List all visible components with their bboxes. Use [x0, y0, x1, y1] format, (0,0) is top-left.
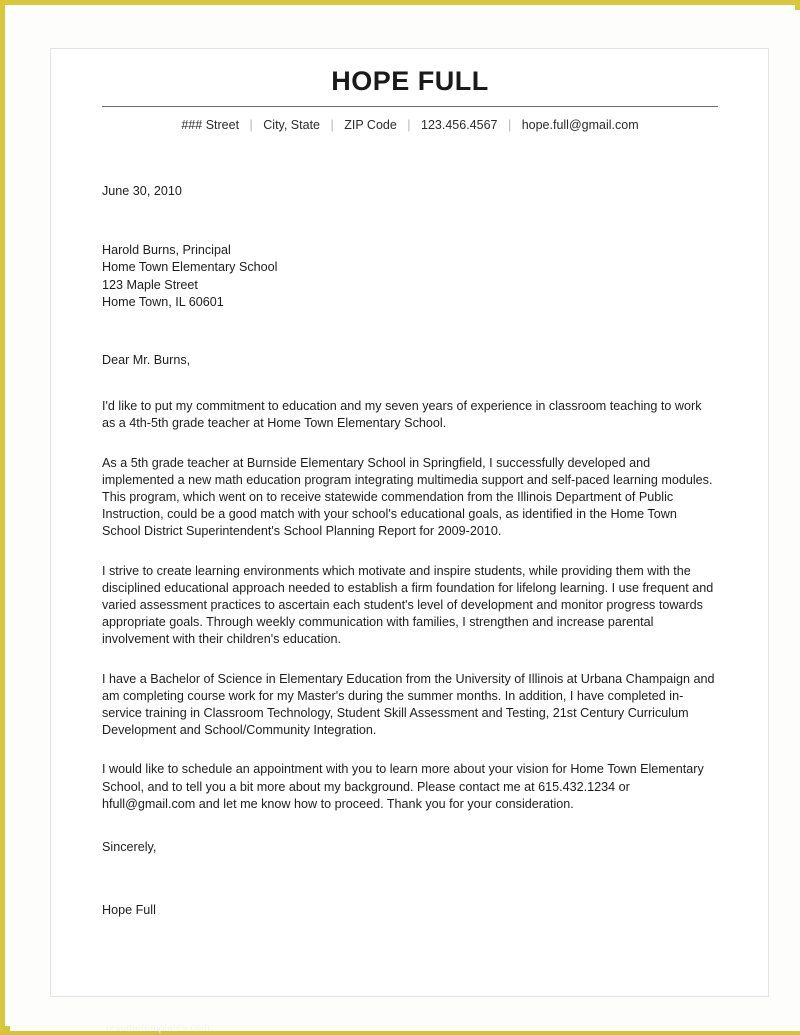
contact-separator: |: [249, 117, 253, 132]
signature-name: Hope Full: [102, 903, 156, 918]
contact-phone[interactable]: 123.456.4567: [421, 117, 498, 132]
contact-zip: ZIP Code: [344, 117, 397, 132]
contact-line: [102, 118, 718, 132]
recipient-organization: Home Town Elementary School: [102, 260, 278, 275]
salutation: Dear Mr. Burns,: [102, 353, 191, 368]
contact-separator: |: [330, 117, 334, 132]
closing: Sincerely,: [102, 840, 157, 855]
letterhead: [102, 67, 718, 132]
recipient-city-state-zip: Home Town, IL 60601: [102, 294, 224, 309]
contact-separator: |: [507, 117, 512, 132]
page-watermark: resumetemplates.com: [106, 1023, 211, 1034]
letterhead-divider: [102, 106, 718, 107]
contact-separator: |: [407, 117, 411, 132]
letter-page: [50, 48, 769, 1034]
contact-city-state: City, State: [263, 117, 320, 132]
letter-date: June 30, 2010: [102, 184, 182, 198]
recipient-name: Harold Burns, Principal: [102, 243, 231, 258]
sender-name: HOPE FULL: [331, 66, 489, 96]
contact-email[interactable]: hope.full@gmail.com: [521, 117, 639, 132]
letter-paragraph: I would like to schedule an appointment with you to learn more about your vision for Home Town Elementary School, and to tell you a bit more about my background. Please contact me at 615.432.1234 or hfull@gmail.com and let me know how to proceed. Thank you for your consideration.: [102, 762, 704, 811]
recipient-address: [102, 242, 718, 311]
letter-paragraph: I'd like to put my commitment to education and my seven years of experience in classroom teaching to work as a 4th-5th grade teacher at Home Town Elementary School.: [102, 399, 702, 431]
recipient-street: 123 Maple Street: [102, 277, 198, 292]
letter-paragraph: As a 5th grade teacher at Burnside Elementary School in Springfield, I successfully developed and implemented a new math education program integrating multimedia support and self-paced learning modules. This program, which went on to receive statewide commendation from the Illinois Department of Public Instruction, could be a good match with your school's educational goals, as identified in the Home Town School District Superintendent's School Planning Report for 2009-2010.: [102, 455, 713, 539]
letter-paragraph: I have a Bachelor of Science in Elementary Education from the University of Illinois at Urbana Champaign and am completing course work for my Master's during the summer months. In addition, I have completed in-service training in Classroom Technology, Student Skill Assessment and Testing, 21st Century Curriculum Development and School/Community Integration.: [102, 671, 715, 738]
page-mat: [10, 10, 800, 1034]
letter-paragraph: I strive to create learning environments which motivate and inspire students, while providing them with the disciplined educational approach needed to establish a firm foundation for lifelong learning. I use frequent and varied assessment practices to ascertain each student's level of development and monitor progress towards appropriate goals. Through weekly communication with families, I strengthen and increase parental involvement with their children's education.: [102, 563, 714, 647]
contact-street: ### Street: [181, 117, 240, 132]
letter-body: [102, 183, 718, 919]
